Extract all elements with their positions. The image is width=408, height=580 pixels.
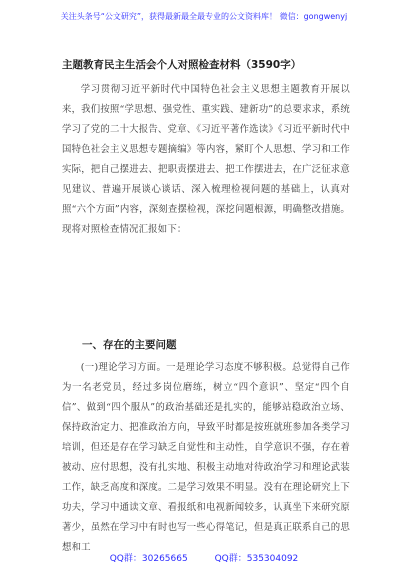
document-title: 主题教育民主生活会个人对照检查材料（3590字） [62,59,302,71]
section-paragraph: (一)理论学习方面。一是理论学习态度不够积极。总觉得自己作为一名老党员，经过多岗位磨练，树立“四个意识”、坚定“四个自信”、做到“四个服从”的政治基础还是扎实的，能够站稳政治立场、保持政治定力、把准政治方向，导致平时都是按班就班参加各类学习培训，但还是存在学习缺乏自觉性和主动性，自学意识不强，存在着被动、应付思想，没有扎实地、积极主动地对待政治学习和理论武装工作，缺乏高度和深度。二是学习效果不明显。没有在理论研究上下功夫，学习中通读文章、看报纸和电视新闻较多，认真坐下来研究原著少，虽然在学习中有时也写一些心得笔记，但是真正联系自己的思想和工 [62,362,350,553]
section-heading: 一、存在的主要问题 [82,339,177,351]
qq-group-2[interactable]: QQ群：535304092 [214,554,299,564]
promo-banner[interactable]: 关注头条号“公文研究”，获得最新最全最专业的公文资料库！ 微信：gongwenyj [60,12,348,21]
footer-contacts [0,554,408,565]
qq-group-1[interactable]: QQ群：30265665 [109,554,188,564]
intro-paragraph: 学习贯彻习近平新时代中国特色社会主义思想主题教育开展以来，我们按照“学思想、强党性、重实践、建新功”的总要求求，系统学习了党的二十大报告、党章、《习近平著作选读》《习近平新时代中国特色社会主义思想专题摘编》等内容，紧盯个人思想、学习和工作实际，把自己摆进去、把职责摆进去、把工作摆进去，在广泛征求意见建议、普遍开展谈心谈话、深入梳理检视问题的基础上，认真对照“六个方面”内容，深刻查摆检视，深挖问题根源，明确整改措施。现将对照检查情况汇报如下： [62,84,350,235]
